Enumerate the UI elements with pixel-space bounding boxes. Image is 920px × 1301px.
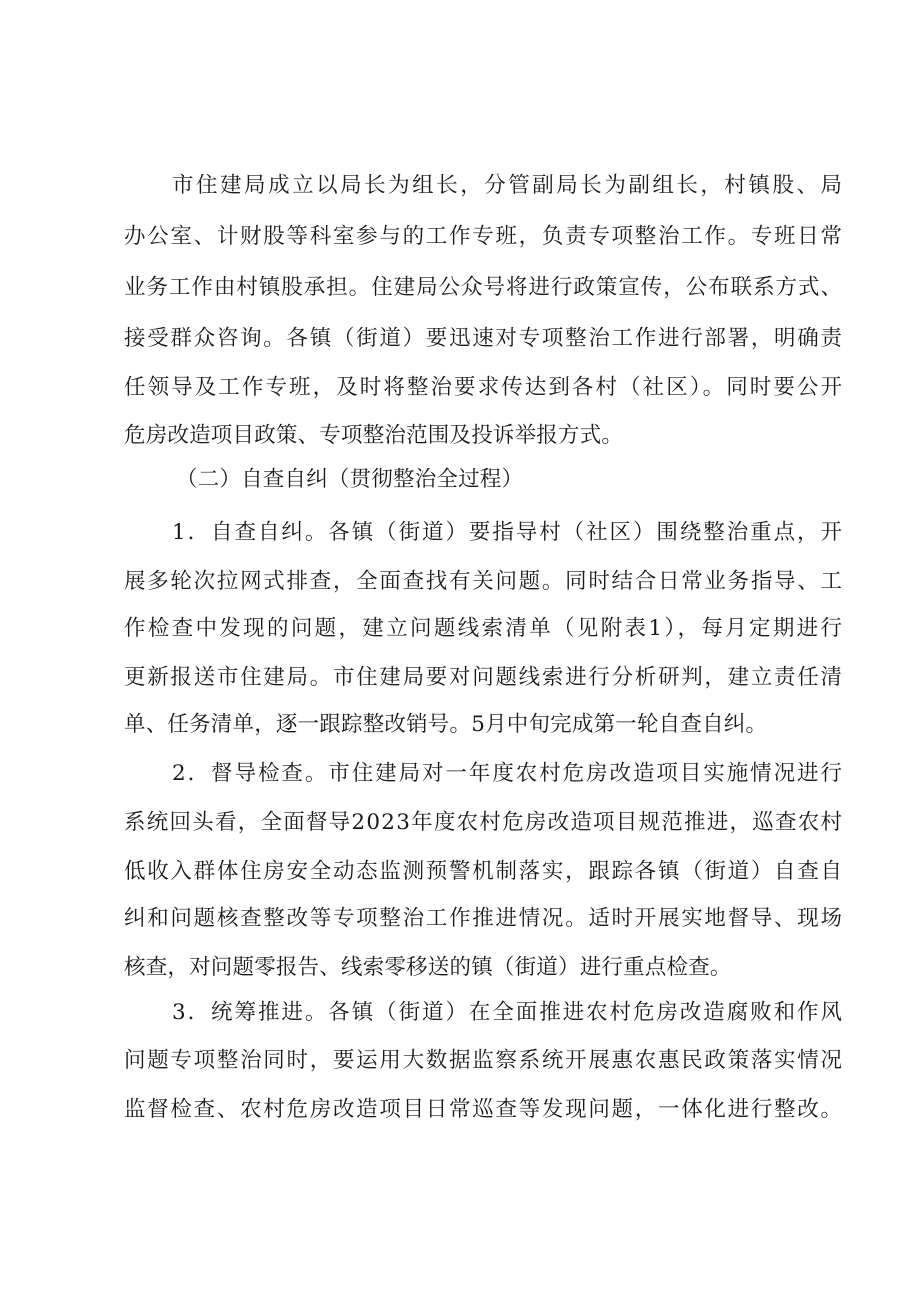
paragraph-line: 核查，对问题零报告、线索零移送的镇（街道）进行重点检查。 (124, 955, 732, 980)
paragraph-line: 作检查中发现的问题，建立问题线索清单（见附表1），每月定期进行 (124, 616, 845, 641)
paragraph-line: 展多轮次拉网式排查，全面查找有关问题。同时结合日常业务指导、工 (124, 569, 844, 594)
paragraph-line: 更新报送市住建局。市住建局要对问题线索进行分析研判，建立责任清 (124, 665, 844, 690)
paragraph-line: 危房改造项目政策、专项整治范围及投诉举报方式。 (124, 423, 624, 448)
paragraph-line: 低收入群体住房安全动态监测预警机制落实，跟踪各镇（街道）自查自 (124, 859, 844, 884)
paragraph-line: 1．自查自纠。各镇（街道）要指导村（社区）围绕整治重点，开 (172, 520, 844, 545)
paragraph-line: 任领导及工作专班，及时将整治要求传达到各村（社区）。同时要公开 (124, 375, 845, 400)
paragraph-line: 问题专项整治同时，要运用大数据监察系统开展惠农惠民政策落实情况 (124, 1048, 844, 1073)
paragraph-line: 纠和问题核查整改等专项整治工作推进情况。适时开展实地督导、现场 (124, 906, 844, 931)
paragraph-line: 办公室、计财股等科室参与的工作专班，负责专项整治工作。专班日常 (124, 224, 844, 249)
paragraph-line: 业务工作由村镇股承担。住建局公众号将进行政策宣传，公布联系方式、 (124, 275, 843, 300)
paragraph-line: 2．督导检查。市住建局对一年度农村危房改造项目实施情况进行 (172, 761, 844, 786)
section-heading: （二）自查自纠（贯彻整治全过程） (176, 467, 524, 492)
paragraph-line: 接受群众咨询。各镇（街道）要迅速对专项整治工作进行部署，明确责 (124, 326, 844, 351)
paragraph-line: 监督检查、农村危房改造项目日常巡查等发现问题，一体化进行整改。 (124, 1097, 844, 1122)
paragraph-line: 单、任务清单，逐一跟踪整改销号。5月中旬完成第一轮自查自纠。 (124, 712, 768, 737)
paragraph-line: 市住建局成立以局长为组长，分管副局长为副组长，村镇股、局 (172, 173, 845, 198)
paragraph-line: 系统回头看，全面督导2023年度农村危房改造项目规范推进，巡查农村 (124, 810, 844, 835)
paragraph-line: 3．统筹推进。各镇（街道）在全面推进农村危房改造腐败和作风 (172, 1000, 844, 1025)
